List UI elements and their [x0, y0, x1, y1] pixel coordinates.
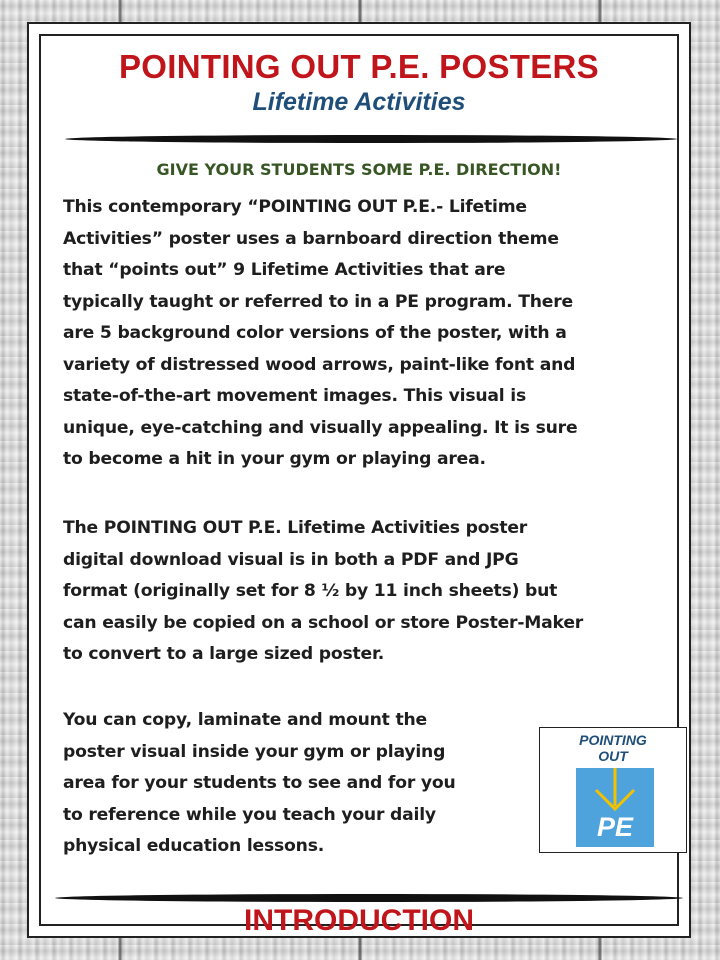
- bottom-divider: [55, 894, 683, 902]
- description-paragraph-2: [63, 513, 683, 671]
- paragraph-line: digital download visual is in both a PDF and JPG: [63, 549, 519, 570]
- paragraph-line: state-of-the-art movement images. This visual is: [63, 386, 526, 406]
- paragraph-line: that “points out” 9 Lifetime Activities that are: [63, 260, 506, 280]
- paragraph-line: can easily be copied on a school or store Poster-Maker: [63, 612, 584, 633]
- poster-inner-border: [39, 34, 679, 937]
- paragraph-line: The POINTING OUT P.E. Lifetime Activities poster: [63, 518, 528, 538]
- top-divider: [65, 135, 677, 143]
- paragraph-line: to convert to a large sized poster.: [63, 644, 385, 664]
- paragraph-line: are 5 background color versions of the poster, with a: [63, 323, 567, 343]
- paragraph-line: You can copy, laminate and mount the: [63, 710, 427, 730]
- logo-pe-text: PE: [596, 812, 634, 842]
- page-subtitle: Lifetime Activities: [252, 88, 466, 116]
- poster-frame: [27, 22, 691, 938]
- paragraph-line: This contemporary “POINTING OUT P.E.- Lifetime: [63, 197, 527, 217]
- paragraph-line: Activities” poster uses a barnboard direction theme: [63, 228, 559, 249]
- tagline: GIVE YOUR STUDENTS SOME P.E. DIRECTION!: [156, 160, 562, 179]
- paragraph-line: to reference while you teach your daily: [63, 804, 436, 825]
- section-title: INTRODUCTION: [244, 904, 474, 937]
- paragraph-line: physical education lessons.: [63, 836, 325, 856]
- paragraph-line: to become a hit in your gym or playing area.: [63, 449, 486, 469]
- page-title: POINTING OUT P.E. POSTERS: [119, 48, 599, 85]
- paragraph-line: typically taught or referred to in a PE program. There: [63, 291, 573, 312]
- logo-line-1: POINTING: [579, 732, 647, 748]
- description-paragraph-1: [63, 192, 683, 476]
- logo-square: [576, 768, 654, 847]
- paragraph-line: area for your students to see and for you: [63, 773, 456, 793]
- pointing-out-pe-logo: [539, 727, 687, 853]
- paragraph-line: variety of distressed wood arrows, paint-like font and: [63, 354, 576, 375]
- paragraph-line: poster visual inside your gym or playing: [63, 741, 446, 762]
- paragraph-line: unique, eye-catching and visually appealing. It is sure: [63, 417, 578, 438]
- description-paragraph-3: [63, 705, 533, 863]
- logo-line-2: OUT: [598, 748, 628, 764]
- paragraph-line: format (originally set for 8 ½ by 11 inch sheets) but: [63, 581, 558, 601]
